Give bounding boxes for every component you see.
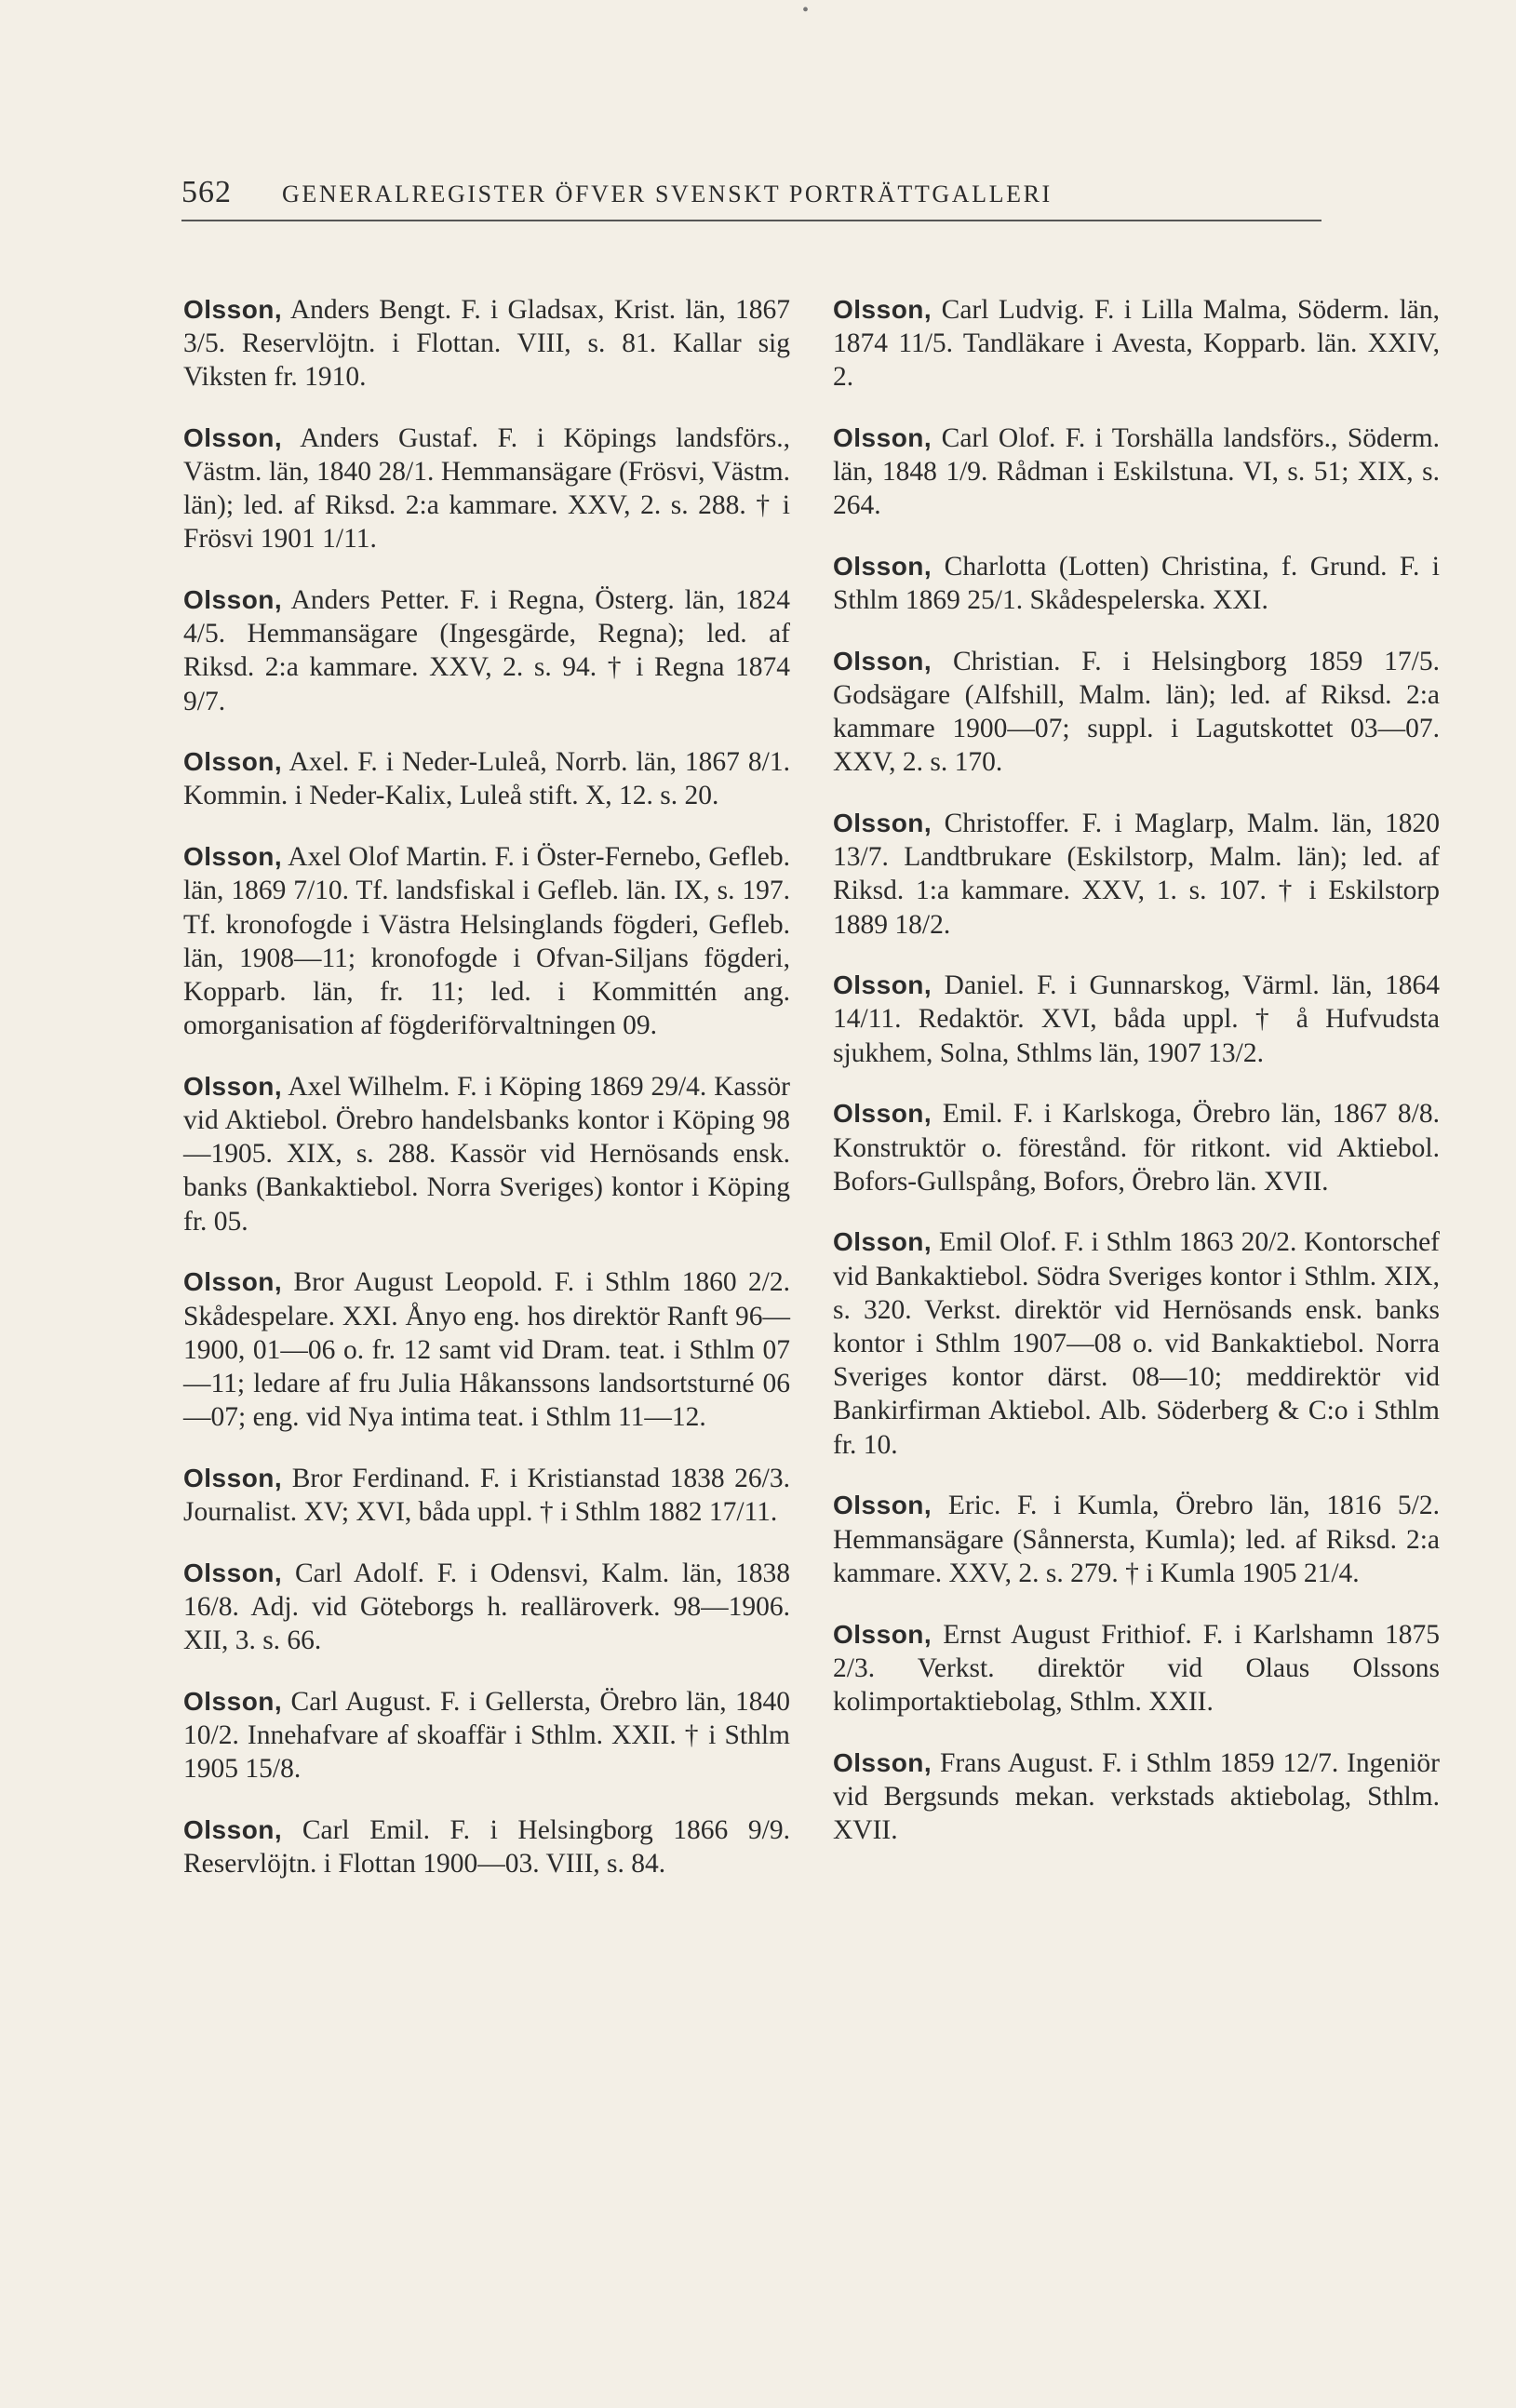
- entry-text: Carl Adolf. F. i Odensvi, Kalm. län, 1838 16/8. Adj. vid Göteborgs h. realläroverk. 98—1906. XII, 3. s. 66.: [183, 1558, 790, 1656]
- register-entry: [833, 550, 1440, 617]
- register-entry: [833, 1746, 1440, 1848]
- page-header: [181, 175, 1321, 221]
- entry-text: Carl Olof. F. i Torshälla landsförs., Söderm. län, 1848 1/9. Rådman i Eskilstuna. VI, s. 51; XIX, s. 264.: [833, 422, 1441, 521]
- entry-surname: Olsson,: [833, 294, 932, 324]
- register-entry: [833, 645, 1440, 780]
- entry-surname: Olsson,: [183, 1463, 283, 1492]
- entry-text: Anders Bengt. F. i Gladsax, Krist. län, 1867 3/5. Reservlöjtn. i Flottan. VIII, s. 81. Kallar sig Viksten fr. 1910.: [183, 294, 790, 392]
- register-entry: [833, 1618, 1440, 1719]
- entry-surname: Olsson,: [183, 1558, 283, 1587]
- entry-text: Bror Ferdinand. F. i Kristianstad 1838 26/3. Journalist. XV; XVI, båda uppl. † i Sthlm 1882 17/11.: [183, 1463, 791, 1528]
- entry-surname: Olsson,: [833, 422, 932, 452]
- entry-text: Christoffer. F. i Maglarp, Malm. län, 1820 13/7. Landtbrukare (Eskilstorp, Malm. län); led. af Riksd. 1:a kammare. XXV, 1. s. 107. † i Eskilstorp 1889 18/2.: [833, 808, 1440, 940]
- entry-text: Frans August. F. i Sthlm 1859 12/7. Ingeniör vid Bergsunds mekan. verkstads aktiebolag, Sthlm. XVII.: [833, 1747, 1441, 1846]
- register-entry: [183, 1462, 790, 1529]
- entry-surname: Olsson,: [183, 294, 283, 324]
- entry-text: Axel Olof Martin. F. i Öster-Fernebo, Gefleb. län, 1869 7/10. Tf. landsfiskal i Gefleb. län. IX, s. 197. Tf. kronofogde i Västra Helsinglands fögderi, Gefleb. län, 1908—11; kronofogde i Ofvan-Siljans fögderi, Kopparb. län, fr. 11; led. i Kommittén ang. omorganisation af fögderiförvaltningen 09.: [183, 842, 790, 1041]
- page-mark: •: [802, 0, 810, 20]
- entry-text: Bror August Leopold. F. i Sthlm 1860 2/2. Skådespelare. XXI. Ånyo eng. hos direktör Ranft 96—1900, 01—06 o. fr. 12 samt vid Dram. teat. i Sthlm 07—11; ledare af fru Julia Håkanssons landsortsturné 06—07; eng. vid Nya intima teat. i Sthlm 11—12.: [183, 1267, 790, 1433]
- entry-text: Anders Petter. F. i Regna, Österg. län, 1824 4/5. Hemmansägare (Ingesgärde, Regna); led. af Riksd. 2:a kammare. XXV, 2. s. 94. † i Regna 1874 9/7.: [183, 584, 791, 716]
- entry-text: Carl August. F. i Gellersta, Örebro län, 1840 10/2. Innehafvare af skoaffär i Sthlm. XXII. † i Sthlm 1905 15/8.: [183, 1686, 790, 1785]
- register-entry: [183, 583, 790, 718]
- register-entry: [183, 293, 790, 395]
- register-entry: [833, 421, 1440, 523]
- register-entry: [183, 1685, 790, 1786]
- register-entry: [183, 840, 790, 1042]
- register-entry: [833, 807, 1440, 942]
- entry-text: Daniel. F. i Gunnarskog, Värml. län, 1864 14/11. Redaktör. XVI, båda uppl. † å Hufvudsta sjukhem, Solna, Sthlms län, 1907 13/2.: [833, 970, 1441, 1068]
- entry-surname: Olsson,: [183, 1686, 283, 1716]
- register-entry: [833, 293, 1440, 395]
- entry-surname: Olsson,: [833, 808, 932, 837]
- entry-surname: Olsson,: [183, 1071, 283, 1101]
- register-entry: [183, 1557, 790, 1658]
- entry-surname: Olsson,: [183, 1267, 283, 1297]
- entry-surname: Olsson,: [833, 551, 932, 581]
- entry-text: Axel. F. i Neder-Luleå, Norrb. län, 1867 8/1. Kommin. i Neder-Kalix, Luleå stift. X, 12. s. 20.: [183, 747, 790, 811]
- entry-text: Anders Gustaf. F. i Köpings landsförs., Västm. län, 1840 28/1. Hemmansägare (Frösvi, Västm. län); led. af Riksd. 2:a kammare. XXV, 2. s. 288. † i Frösvi 1901 1/11.: [183, 422, 791, 555]
- register-entry: [183, 421, 790, 556]
- register-entry: [183, 1813, 790, 1880]
- register-entry: [183, 1070, 790, 1238]
- entry-text: Charlotta (Lotten) Christina, f. Grund. F. i Sthlm 1869 25/1. Skådespelerska. XXI.: [833, 551, 1440, 615]
- entry-text: Carl Ludvig. F. i Lilla Malma, Söderm. län, 1874 11/5. Tandläkare i Avesta, Kopparb. län. XXIV, 2.: [833, 294, 1440, 392]
- register-entry: [183, 1265, 790, 1434]
- entry-surname: Olsson,: [833, 1747, 932, 1777]
- register-entry: [833, 969, 1440, 1070]
- entry-surname: Olsson,: [833, 1099, 932, 1129]
- entry-surname: Olsson,: [183, 747, 283, 777]
- right-column: [833, 265, 1440, 1871]
- entry-text: Carl Emil. F. i Helsingborg 1866 9/9. Reservlöjtn. i Flottan 1900—03. VIII, s. 84.: [183, 1815, 790, 1880]
- entry-surname: Olsson,: [833, 1619, 932, 1649]
- entry-surname: Olsson,: [183, 422, 283, 452]
- page-number: 562: [181, 175, 232, 209]
- running-title: GENERALREGISTER ÖFVER SVENSKT PORTRÄTTGALLERI: [282, 181, 1053, 207]
- entry-text: Emil Olof. F. i Sthlm 1863 20/2. Kontorschef vid Bankaktiebol. Södra Sveriges kontor i Sthlm. XIX, s. 320. Verkst. direktör vid Hernösands ensk. banks kontor i Sthlm 1907—08 o. vid Bankaktiebol. Norra Sveriges kontor därst. 08—10; meddirektör vid Bankirfirman Aktiebol. Alb. Söderberg & C:o i Sthlm fr. 10.: [833, 1227, 1440, 1460]
- entry-surname: Olsson,: [833, 970, 932, 1000]
- register-entry: [833, 1489, 1440, 1590]
- entry-text: Ernst August Frithiof. F. i Karlshamn 1875 2/3. Verkst. direktör vid Olaus Olssons kolimportaktiebolag, Sthlm. XXII.: [833, 1619, 1441, 1717]
- register-entry: [833, 1225, 1440, 1461]
- register-entry: [183, 745, 790, 812]
- register-entry: [833, 1097, 1440, 1198]
- entry-surname: Olsson,: [833, 1227, 932, 1257]
- entry-text: Axel Wilhelm. F. i Köping 1869 29/4. Kassör vid Aktiebol. Örebro handelsbanks kontor i Köping 98—1905. XIX, s. 288. Kassör vid Hernösands ensk. banks (Bankaktiebol. Norra Sveriges) kontor i Köping fr. 05.: [183, 1071, 791, 1237]
- left-column: [183, 265, 790, 1905]
- entry-surname: Olsson,: [833, 1491, 932, 1520]
- entry-text: Christian. F. i Helsingborg 1859 17/5. Godsägare (Alfshill, Malm. län); led. af Riksd. 2:a kammare 1900—07; suppl. i Lagutskottet 03—07. XXV, 2. s. 170.: [833, 646, 1440, 778]
- entry-text: Eric. F. i Kumla, Örebro län, 1816 5/2. Hemmansägare (Sånnersta, Kumla); led. af Riksd. 2:a kammare. XXV, 2. s. 279. † i Kumla 1905 21/4.: [833, 1491, 1440, 1588]
- entry-surname: Olsson,: [833, 646, 932, 676]
- entry-text: Emil. F. i Karlskoga, Örebro län, 1867 8/8. Konstruktör o. förestånd. för ritkont. vid Aktiebol. Bofors-Gullspång, Bofors, Örebro län. XVII.: [833, 1099, 1441, 1197]
- entry-surname: Olsson,: [183, 842, 283, 872]
- entry-surname: Olsson,: [183, 584, 283, 614]
- entry-surname: Olsson,: [183, 1815, 283, 1845]
